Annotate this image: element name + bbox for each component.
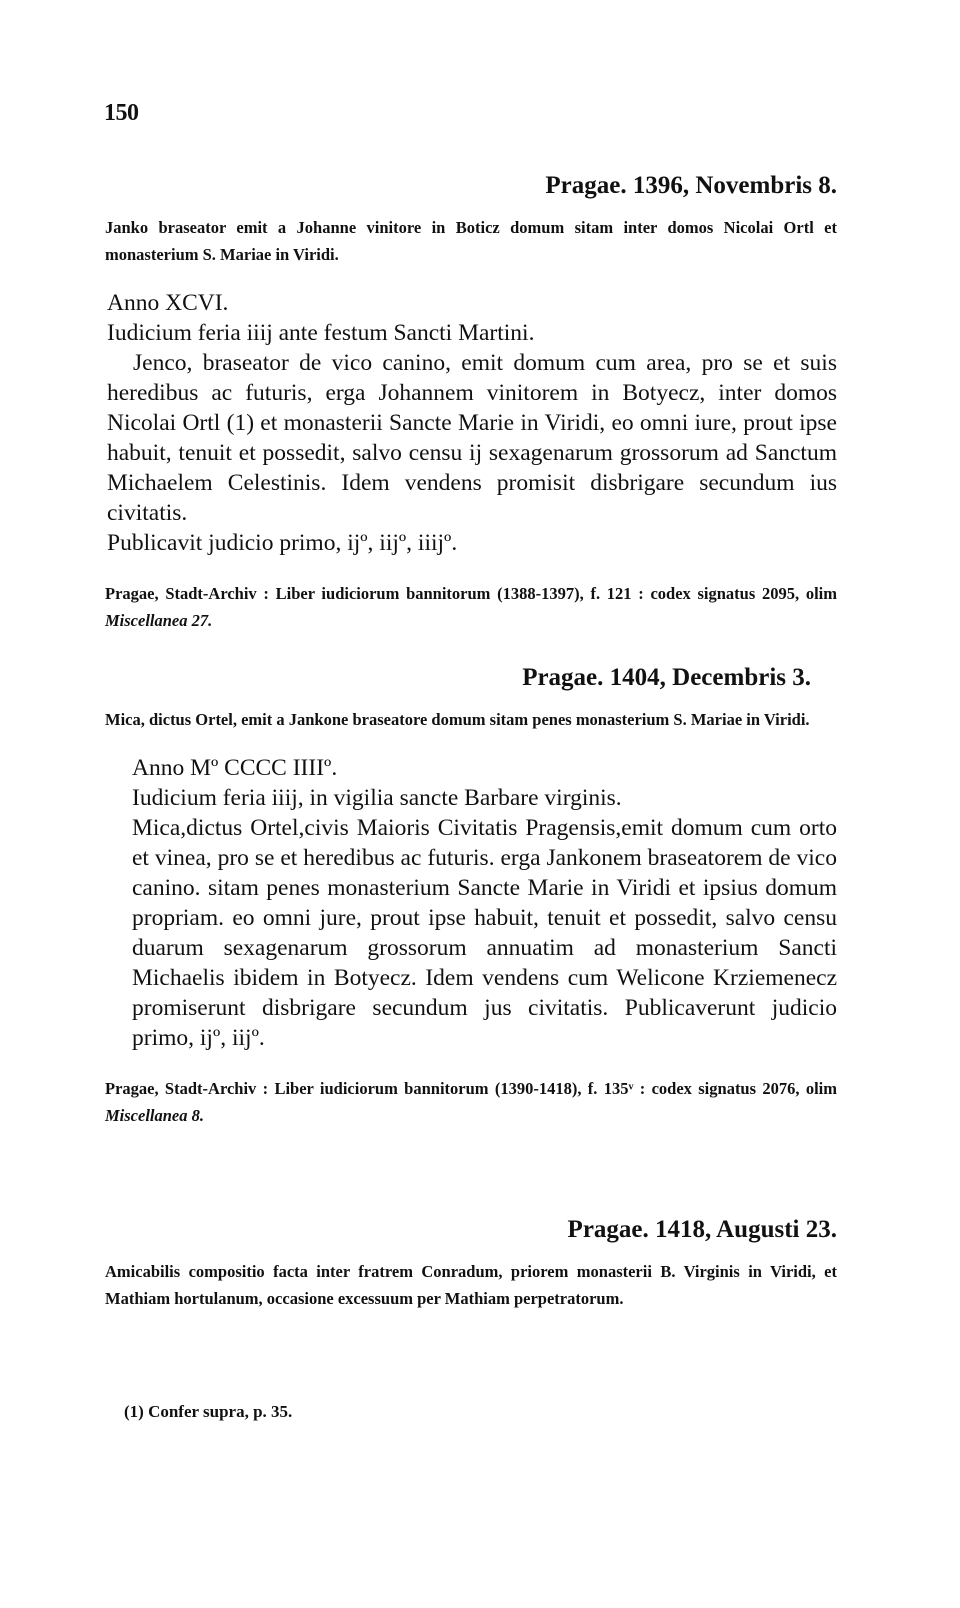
entry-heading: Pragae. 1418, Augusti 23. <box>567 1216 837 1243</box>
entry-date-line: Iudicium feria iiij ante festum Sancti Martini. <box>107 320 535 346</box>
entry-summary: Janko braseator emit a Johanne vinitore in Boticz domum sitam inter domos Nicolai Ortl et monasterium S. Mariae in Viridi. <box>105 218 837 264</box>
entry-heading: Pragae. 1404, Decembris 3. <box>522 664 811 691</box>
entry-summary: Mica, dictus Ortel, emit a Jankone braseatore domum sitam penes monasterium S. Mariae in Viridi. <box>105 710 810 729</box>
source-text: Pragae, Stadt-Archiv : Liber iudiciorum bannitorum (1390-1418), f. 135ᵛ : codex signatus 2076, olim <box>105 1079 837 1098</box>
page-number: 150 <box>104 100 139 126</box>
footnote: (1) Confer supra, p. 35. <box>124 1402 293 1421</box>
entry-paragraph: Jenco, braseator de vico canino, emit domum cum area, pro se et suis heredibus ac futuris, erga Johannem vinitorem in Botyecz, inter domos Nicolai Ortl (1) et monasterii Sancte Marie in Viridi, eo omni iure, prout ipse habuit, tenuit et possedit, salvo censu ij sexagenarum grossorum ad Sanctum Michaelem Celestinis. Idem vendens promisit disbrigare secundum ius civitatis. <box>107 350 837 526</box>
document-entry-1418 <box>105 1216 837 1332</box>
document-entry-1404 <box>105 664 837 1129</box>
entry-year-line: Anno Mº CCCC IIIIº. <box>132 755 338 781</box>
entry-source <box>105 580 837 634</box>
entry-year-line: Anno XCVI. <box>107 290 229 316</box>
entry-heading: Pragae. 1396, Novembris 8. <box>545 172 837 199</box>
entry-paragraph: Mica,dictus Ortel,civis Maioris Civitatis Pragensis,emit domum cum orto et vinea, pro se et heredibus ac futuris. erga Jankonem braseatorem de vico canino. sitam penes monasterium Sancte Marie in Viridi et ipsius domum propriam. eo omni jure, prout ipse habuit, tenuit et possedit, salvo censu duarum sexagenarum grossorum annuatim ad monasterium Sancti Michaelis ibidem in Botyecz. Idem vendens cum Welicone Krziemenecz promiserunt disbrigare secundum jus civitatis. Publicaverunt judicio primo, ijº, iijº. <box>132 815 837 1051</box>
entry-summary: Amicabilis compositio facta inter fratrem Conradum, priorem monasterii B. Virginis in Viridi, et Mathiam hortulanum, occasione excessuum per Mathiam perpetratorum. <box>105 1262 837 1308</box>
source-miscellanea: Miscellanea 27. <box>105 611 213 630</box>
source-miscellanea: Miscellanea 8. <box>105 1106 204 1125</box>
entry-source <box>105 1075 837 1129</box>
entry-text <box>105 288 837 558</box>
entry-closing: Publicavit judicio primo, ijº, iijº, iiijº. <box>107 530 458 556</box>
document-entry-1396 <box>105 172 837 634</box>
entry-text <box>105 753 837 1053</box>
source-text: Pragae, Stadt-Archiv : Liber iudiciorum bannitorum (1388-1397), f. 121 : codex signatus 2095, olim <box>105 584 837 603</box>
entry-date-line: Iudicium feria iiij, in vigilia sancte Barbare virginis. <box>132 785 622 811</box>
